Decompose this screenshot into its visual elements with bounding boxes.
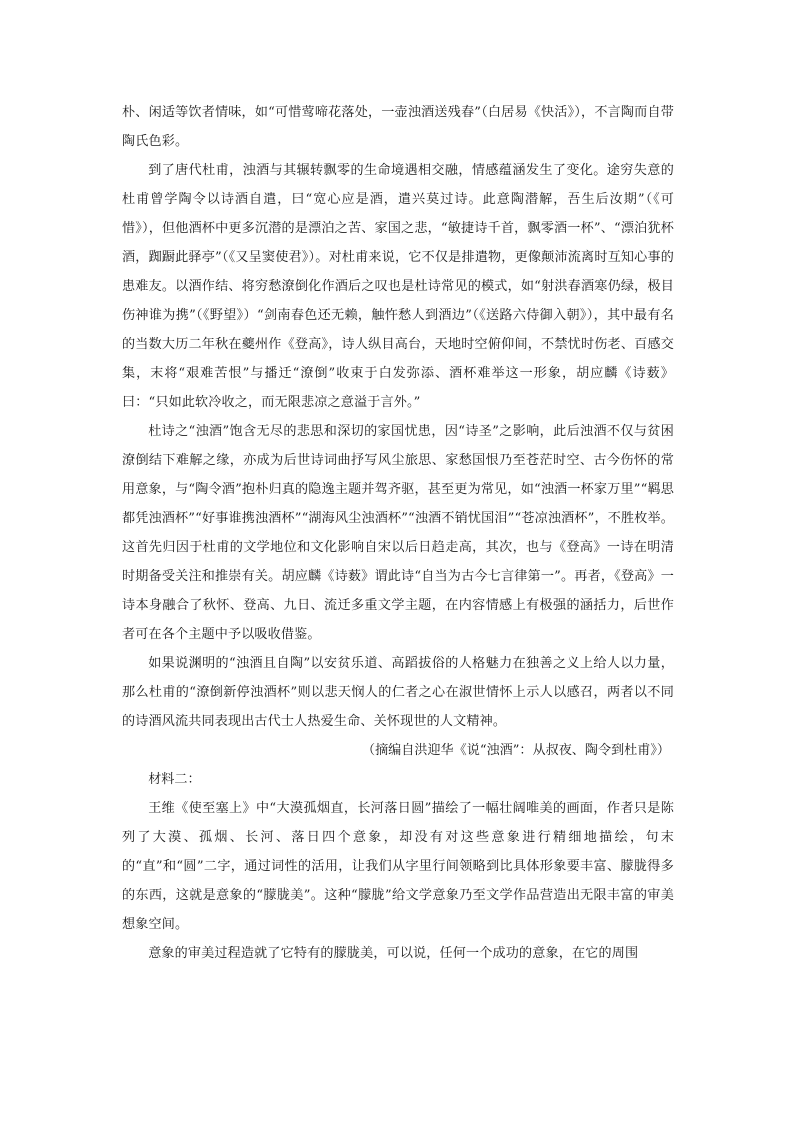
article-body — [122, 98, 674, 968]
paragraph-imagery: 意象的审美过程造就了它特有的朦胧美，可以说，任何一个成功的意象，在它的周围 — [148, 946, 639, 961]
paragraph-influence: 杜诗之“浊酒”饱含无尽的悲思和深切的家国忧患，因“诗圣”之影响，此后浊酒不仅与贫困潦倒结下难解之缘，亦成为后世诗词曲抒写风尘旅思、家愁国恨乃至苍茫时空、古今伤怀的常用意象，与“陶令酒”抱朴归真的隐逸主题并驾齐驱，甚至更为常见，如“浊酒一杯家万里”“羁思都凭浊酒杯”“好事谁携浊酒杯”“湖海风尘浊酒杯”“浊酒不销忧国泪”“苍凉浊酒杯”，不胜枚举。这首先归因于杜甫的文学地位和文化影响自宋以后日趋走高，其次，也与《登高》一诗在明清时期备受关注和推崇有关。胡应麟《诗薮》谓此诗“自当为古今七言律第一”。再者，《登高》一诗本身融合了秋怀、登高、九日、流迁多重文学主题，在内容情感上有极强的涵括力，后世作者可在各个主题中予以吸收借鉴。 — [122, 424, 674, 642]
material-two-label: 材料二： — [148, 772, 201, 787]
paragraph-conclusion: 如果说渊明的“浊酒且自陶”以安贫乐道、高蹈拔俗的人格魅力在独善之义上给人以力量，那么杜甫的“潦倒新停浊酒杯”则以悲天悯人的仁者之心在淑世情怀上示人以感召，两者以不同的诗酒风流共同表现出古代士人热爱生命、关怀现世的人文精神。 — [122, 656, 674, 729]
source-citation: （摘编自洪迎华《说“浊酒”：从叔夜、陶令到杜甫》） — [362, 743, 670, 758]
paragraph-du-fu: 到了唐代杜甫，浊酒与其辗转飘零的生命境遇相交融，情感蕴涵发生了变化。途穷失意的杜甫曾学陶令以诗酒自遣，曰“宽心应是酒，遣兴莫过诗。此意陶潜解，吾生后汝期”（《可惜》），但他酒杯中更多沉潜的是漂泊之苦、家国之悲，“敏捷诗千首，飘零酒一杯”、“漂泊犹杯酒，踟蹰此驿亭”（《又呈窦使君》）。对杜甫来说，它不仅是排遣物，更像颠沛流离时互知心事的患难友。以酒作结、将穷愁潦倒化作酒后之叹也是杜诗常见的模式，如“射洪春酒寒仍绿，极目伤神谁为携”（《野望》）“剑南春色还无赖，触忤愁人到酒边”（《送路六侍御入朝》），其中最有名的当数大历二年秋在夔州作《登高》，诗人纵目高台，天地时空俯仰间，不禁忧时伤老、百感交集，末将“艰难苦恨”与播迁“潦倒”收束于白发弥添、酒杯难举这一形象，胡应麟《诗薮》曰：“只如此软冷收之，而无限悲凉之意溢于言外。” — [122, 163, 674, 410]
paragraph-continued: 朴、闲适等饮者情味，如“可惜莺啼花落处，一壶浊酒送残春”（白居易《快活》），不言陶而自带陶氏色彩。 — [122, 105, 674, 149]
paragraph-wang-wei: 王维《使至塞上》中“大漠孤烟直，长河落日圆”描绘了一幅壮阔唯美的画面，作者只是陈列了大漠、孤烟、长河、落日四个意象，却没有对这些意象进行精细地描绘，句末的“直”和“圆”二字，通过词性的活用，让我们从字里行间领略到比具体形象要丰富、朦胧得多的东西，这就是意象的“朦胧美”。这种“朦胧”给文学意象乃至文学作品营造出无限丰富的审美想象空间。 — [122, 801, 674, 932]
